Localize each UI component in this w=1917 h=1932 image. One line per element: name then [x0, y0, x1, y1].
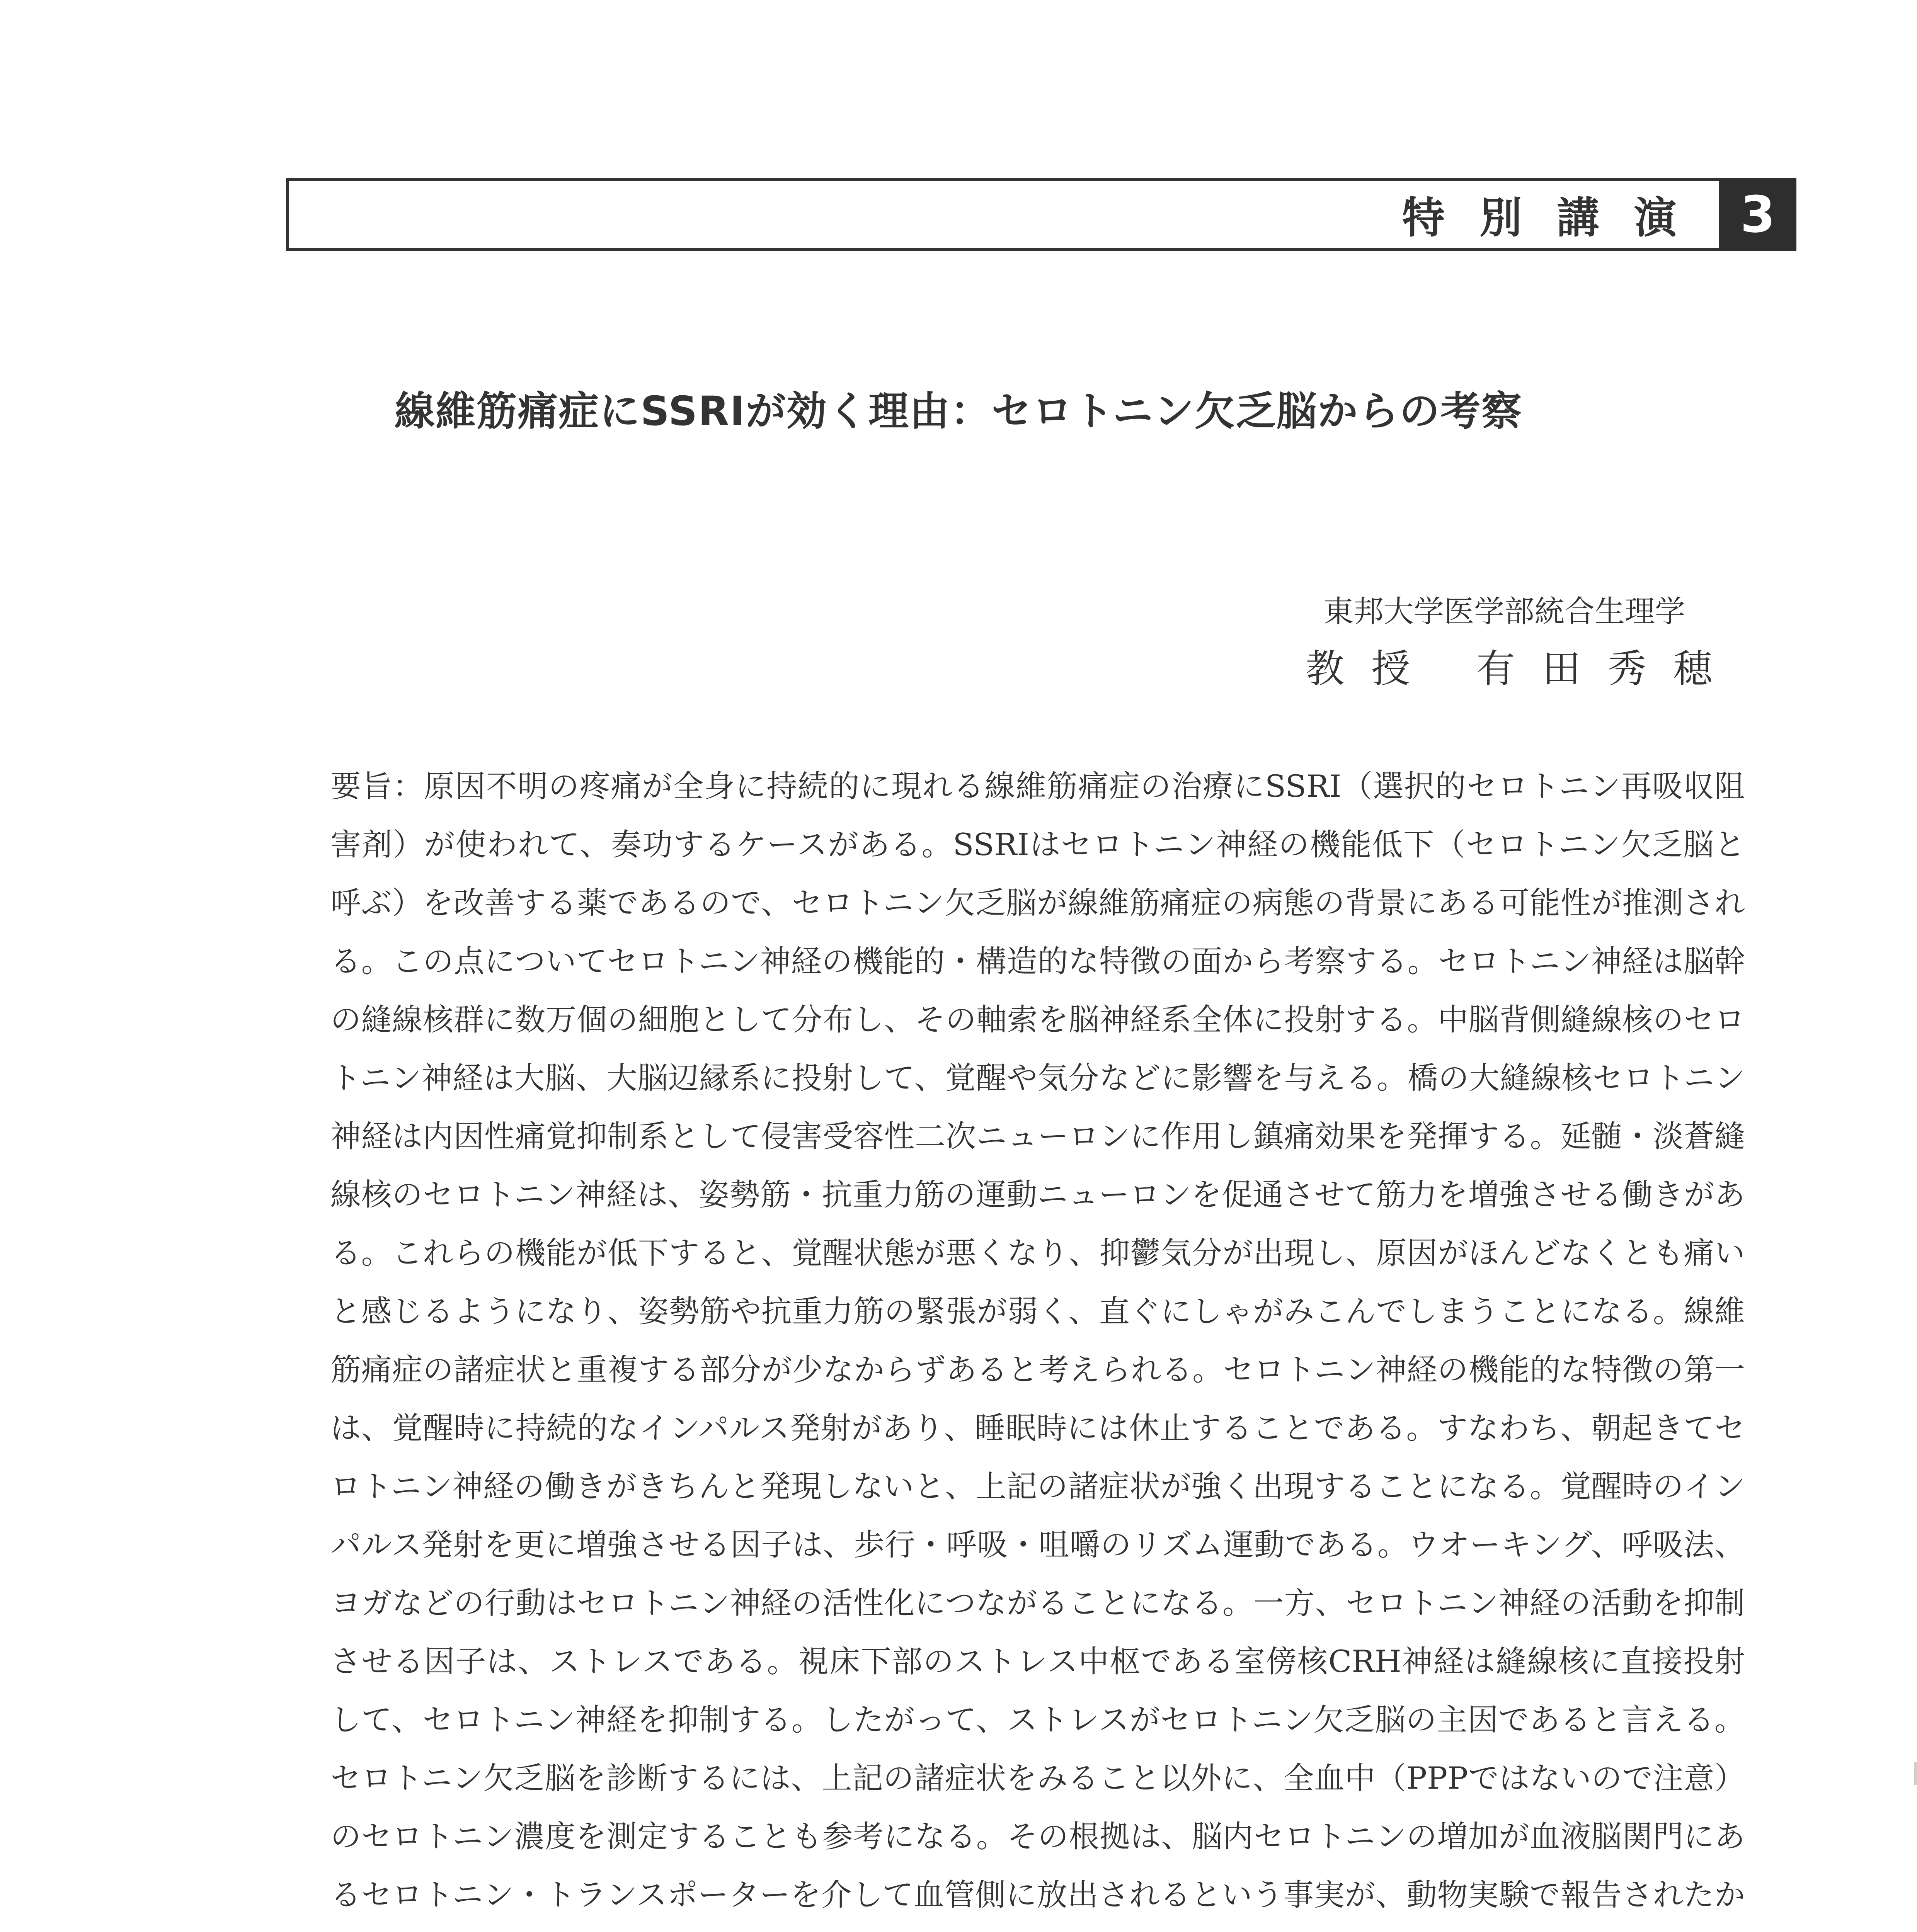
scan-edge-mark [1914, 1762, 1917, 1785]
section-number-badge: 3 [1719, 178, 1796, 251]
abstract-body [330, 757, 1745, 1932]
abstract-text: 要旨：原因不明の疼痛が全身に持続的に現れる線維筋痛症の治療にSSRI（選択的セロトニン再吸収阻害剤）が使われて、奏功するケースがある。SSRIはセロトニン神経の機能低下（セロトニン欠乏脳と呼ぶ）を改善する薬であるので、セロトニン欠乏脳が線維筋痛症の病態の背景にある可能性が推測される。この点についてセロトニン神経の機能的・構造的な特徴の面から考察する。セロトニン神経は脳幹の縫線核群に数万個の細胞として分布し、その軸索を脳神経系全体に投射する。中脳背側縫線核のセロトニン神経は大脳、大脳辺縁系に投射して、覚醒や気分などに影響を与える。橋の大縫線核セロトニン神経は内因性痛覚抑制系として侵害受容性二次ニューロンに作用し鎮痛効果を発揮する。延髄・淡蒼縫線核のセロトニン神経は、姿勢筋・抗重力筋の運動ニューロンを促通させて筋力を増強させる働きがある。これらの機能が低下すると、覚醒状態が悪くなり、抑鬱気分が出現し、原因がほんどなくとも痛いと感じるようになり、姿勢筋や抗重力筋の緊張が弱く、直ぐにしゃがみこんでしまうことになる。線維筋痛症の諸症状と重複する部分が少なからずあると考えられる。セロトニン神経の機能的な特徴の第一は、覚醒時に持続的なインパルス発射があり、睡眠時には休止することである。すなわち、朝起きてセロトニン神経の働きがきちんと発現しないと、上記の諸症状が強く出現することになる。覚醒時のインパルス発射を更に増強させる因子は、歩行・呼吸・咀嚼のリズム運動である。ウオーキング、呼吸法、ヨガなどの行動はセロトニン神経の活性化につながることになる。一方、セロトニン神経の活動を抑制させる因子は、ストレスである。視床下部のストレス中枢である室傍核CRH神経は縫線核に直接投射して、セロトニン神経を抑制する。したがって、ストレスがセロトニン欠乏脳の主因であると言える。セロトニン欠乏脳を診断するには、上記の諸症状をみること以外に、全血中（PPPではないので注意）のセロトニン濃度を測定することも参考になる。その根拠は、脳内セロトニンの増加が血液脳関門にあるセロトニン・トランスポーターを介して血管側に放出されるという事実が、動物実験で報告されたか [330, 769, 1745, 1913]
section-header [286, 178, 1793, 251]
section-label: 特別講演 [1402, 193, 1711, 243]
author-affiliation: 東邦大学医学部統合生理学 [1323, 594, 1685, 629]
paper-title: 線維筋痛症にSSRIが効く理由：セロトニン欠乏脳からの考察 [395, 388, 1522, 435]
author-name: 教授 有田秀穂 [1306, 646, 1739, 691]
